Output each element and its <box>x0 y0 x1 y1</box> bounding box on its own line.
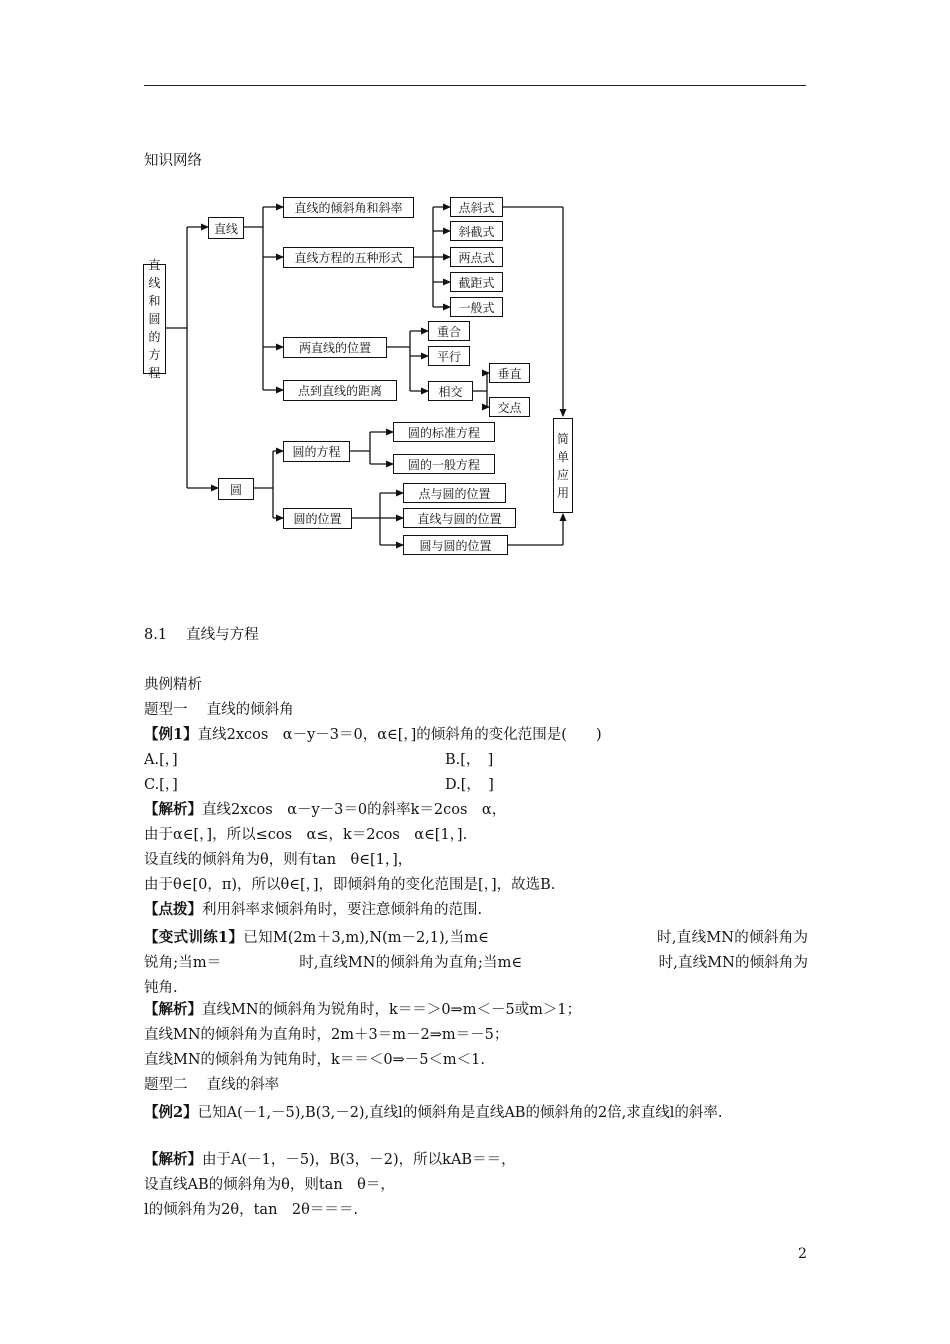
node-form: 斜截式 <box>450 221 503 241</box>
node-incline: 直线的倾斜角和斜率 <box>283 197 414 218</box>
solution-label: 【解析】 <box>144 1151 202 1168</box>
page-number: 2 <box>798 1246 807 1262</box>
node-intersection-point: 交点 <box>489 397 530 417</box>
tip-line: 【点拨】利用斜率求倾斜角时，要注意倾斜角的范围. <box>144 901 483 918</box>
option-a: A.[，] <box>144 752 178 768</box>
node-perpendicular: 垂直 <box>489 363 530 383</box>
node-relation: 相交 <box>428 381 473 401</box>
solution-label: 【解析】 <box>144 801 202 818</box>
solution-line: 直线MN的倾斜角为直角时，2m＋3＝m－2⇒m＝－5； <box>144 1027 509 1043</box>
node-form: 两点式 <box>450 247 503 267</box>
solution-line: 直线MN的倾斜角为钝角时，k＝＝＜0⇒－5＜m＜1. <box>144 1052 486 1068</box>
solution-line: 由于θ∈[0，π)，所以θ∈[，]，即倾斜角的变化范围是[，]，故选B. <box>144 877 556 893</box>
node-circle-pos-sub: 点与圆的位置 <box>403 483 506 503</box>
solution-line: 【解析】直线MN的倾斜角为锐角时，k＝＝＞0⇒m＜－5或m＞1； <box>144 1001 582 1018</box>
solution-line: l的倾斜角为2θ，tan 2θ＝＝＝. <box>144 1202 358 1218</box>
solution-line: 【解析】由于A(－1，－5)，B(3，－2)，所以kAB＝＝， <box>144 1151 516 1168</box>
node-relation: 平行 <box>428 346 470 366</box>
node-two-lines: 两直线的位置 <box>283 337 387 358</box>
section-heading: 8.1 直线与方程 <box>144 627 259 643</box>
option-b: B.[， ] <box>445 752 494 768</box>
tip-label: 【点拨】 <box>144 901 202 918</box>
node-circle-equation: 圆的方程 <box>283 441 350 462</box>
solution-line: 【解析】直线2xcos α－y－3＝0的斜率k＝2cos α， <box>144 801 507 818</box>
solution-line: 设直线的倾斜角为θ，则有tan θ∈[1，]， <box>144 852 413 868</box>
node-circle-pos-sub: 圆与圆的位置 <box>403 535 508 555</box>
node-circle-eq-sub: 圆的一般方程 <box>393 454 495 474</box>
node-line: 直线 <box>208 217 244 239</box>
node-form: 一般式 <box>450 297 503 317</box>
section-title: 知识网络 <box>144 153 202 169</box>
solution-label: 【解析】 <box>144 1001 202 1018</box>
node-form: 截距式 <box>450 272 503 292</box>
node-application: 简 单 应 用 <box>553 418 573 513</box>
variant-label: 【变式训练1】 <box>144 929 244 946</box>
node-five-forms: 直线方程的五种形式 <box>283 247 414 268</box>
node-circle-position: 圆的位置 <box>283 508 352 529</box>
example-2: 【例2】已知A(－1,－5),B(3,－2),直线l的倾斜角是直线AB的倾斜角的2倍,求直线l的斜率. <box>144 1104 723 1121</box>
diagram-root: 直 线 和 圆 的 方 程 <box>143 264 166 374</box>
node-circle-eq-sub: 圆的标准方程 <box>393 422 495 442</box>
example-1: 【例1】直线2xcos α－y－3＝0，α∈[，]的倾斜角的变化范围是( ) <box>144 726 602 743</box>
type-heading: 题型二 直线的斜率 <box>144 1077 280 1093</box>
option-c: C.[，] <box>144 777 178 793</box>
node-circle-pos-sub: 直线与圆的位置 <box>403 508 516 528</box>
solution-line: 由于α∈[，]，所以≤cos α≤，k＝2cos α∈[1，]. <box>144 827 468 843</box>
example-label: 【例2】 <box>144 1104 198 1121</box>
node-distance: 点到直线的距离 <box>283 380 397 401</box>
variant-exercise-1: 【变式训练1】已知M(2m＋3,m),N(m－2,1),当m∈ 时,直线MN的倾斜角为锐角;当m＝ 时,直线MN的倾斜角为直角;当m∈ 时,直线MN的倾斜角为钝角. <box>144 929 809 996</box>
option-d: D.[， ] <box>445 777 494 793</box>
solution-line: 设直线AB的倾斜角为θ，则tan θ＝， <box>144 1177 395 1193</box>
node-circle: 圆 <box>218 478 254 500</box>
examples-heading: 典例精析 <box>144 677 202 693</box>
example-label: 【例1】 <box>144 726 198 743</box>
type-heading: 题型一 直线的倾斜角 <box>144 702 294 718</box>
node-relation: 重合 <box>428 321 470 341</box>
node-form: 点斜式 <box>450 197 503 217</box>
